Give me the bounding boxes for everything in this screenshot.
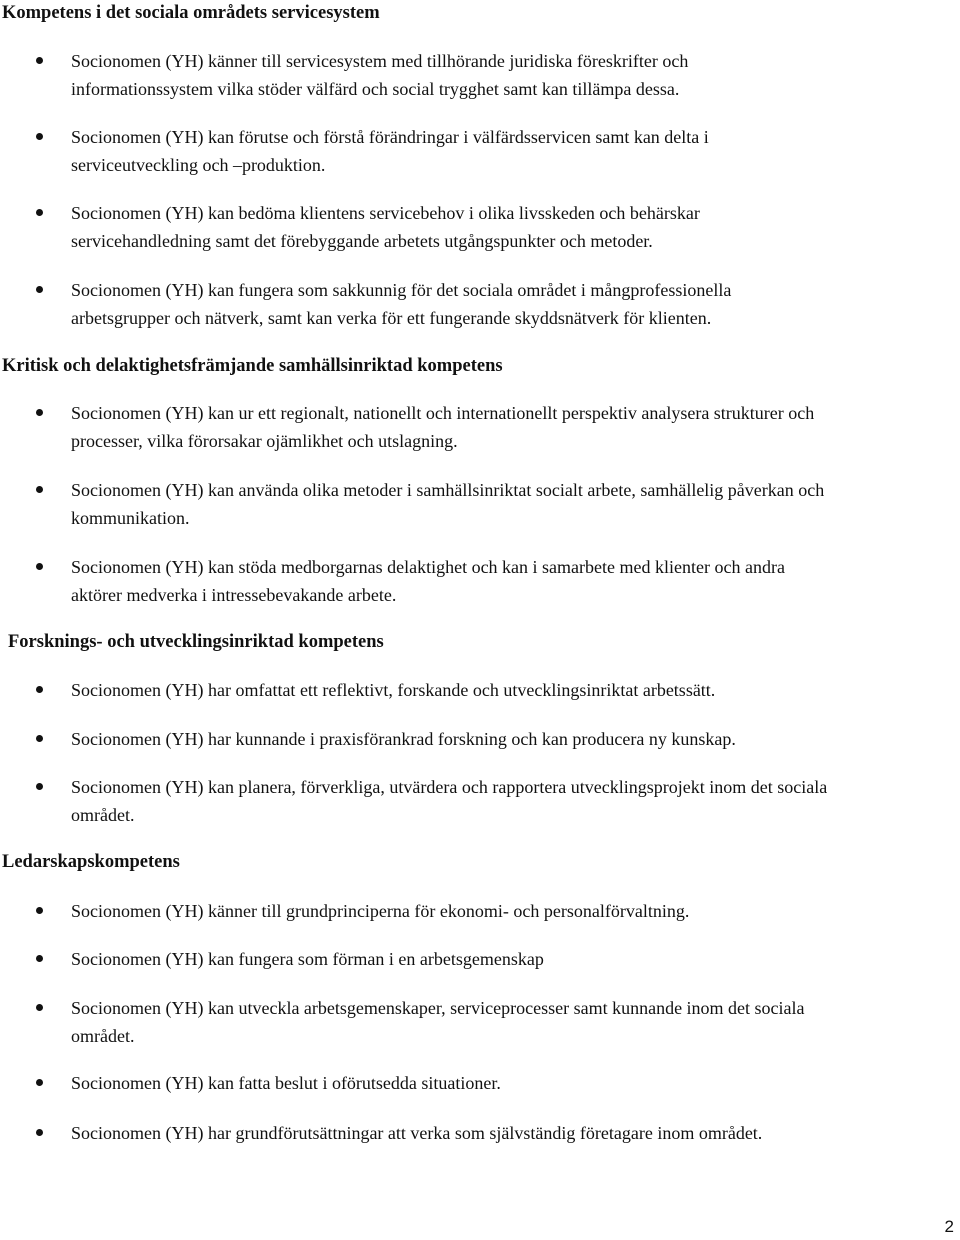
bullet-icon xyxy=(36,955,43,962)
list-item: Socionomen (YH) kan planera, förverkliga, utvärdera och rapportera utvecklingsprojekt inom det sociala området. xyxy=(71,777,828,825)
list-item: Socionomen (YH) har kunnande i praxisförankrad forskning och kan producera ny kunskap. xyxy=(71,729,736,749)
list-item: Socionomen (YH) kan stöda medborgarnas delaktighet och kan i samarbete med klienter och andra aktörer medverka i intressebevakande arbete. xyxy=(71,557,785,605)
bullet-icon xyxy=(36,57,43,64)
bullet-icon xyxy=(36,133,43,140)
bullet-icon xyxy=(36,563,43,570)
bullet-icon xyxy=(36,1129,43,1136)
list-item: Socionomen (YH) kan använda olika metoder i samhällsinriktat socialt arbete, samhällelig påverkan och kommunikation. xyxy=(71,480,825,528)
bullet-icon xyxy=(36,1079,43,1086)
page-number: 2 xyxy=(944,1217,954,1236)
bullet-icon xyxy=(36,409,43,416)
list-item: Socionomen (YH) har omfattat ett reflektivt, forskande och utvecklingsinriktat arbetssätt. xyxy=(71,680,716,700)
section-heading-ledarskap: Ledarskapskompetens xyxy=(2,852,180,872)
list-item: Socionomen (YH) känner till grundprinciperna för ekonomi- och personalförvaltning. xyxy=(71,901,690,921)
list-item: Socionomen (YH) kan förutse och förstå förändringar i välfärdsservicen samt kan delta i serviceutveckling och –produktion. xyxy=(71,127,709,175)
list-item: Socionomen (YH) kan fungera som sakkunnig för det sociala området i mångprofessionella arbetsgrupper och nätverk, samt kan verka för ett fungerande skyddsnätverk för klienten. xyxy=(71,280,732,328)
bullet-icon xyxy=(36,1004,43,1011)
bullet-icon xyxy=(36,783,43,790)
bullet-icon xyxy=(36,209,43,216)
section-heading-forskning: Forsknings- och utvecklingsinriktad kompetens xyxy=(8,632,384,652)
bullet-icon xyxy=(36,686,43,693)
list-item: Socionomen (YH) kan ur ett regionalt, nationellt och internationellt perspektiv analysera strukturer och processer, vilka förorsakar ojämlikhet och utslagning. xyxy=(71,403,815,451)
list-item: Socionomen (YH) kan bedöma klientens servicebehov i olika livsskeden och behärskar servicehandledning samt det förebyggande arbetets utgångspunkter och metoder. xyxy=(71,203,700,251)
bullet-icon xyxy=(36,907,43,914)
list-item: Socionomen (YH) kan fatta beslut i oförutsedda situationer. xyxy=(71,1073,501,1093)
list-item: Socionomen (YH) kan utveckla arbetsgemenskaper, serviceprocesser samt kunnande inom det sociala området. xyxy=(71,998,805,1046)
list-item: Socionomen (YH) har grundförutsättningar att verka som självständig företagare inom området. xyxy=(71,1123,763,1143)
section-heading-servicesystem: Kompetens i det sociala områdets servicesystem xyxy=(2,3,380,23)
list-item: Socionomen (YH) känner till servicesystem med tillhörande juridiska föreskrifter och informationssystem vilka stöder välfärd och social trygghet samt kan tillämpa dessa. xyxy=(71,51,689,99)
bullet-icon xyxy=(36,486,43,493)
bullet-icon xyxy=(36,735,43,742)
bullet-icon xyxy=(36,286,43,293)
section-heading-samhallsinriktad: Kritisk och delaktighetsfrämjande samhällsinriktad kompetens xyxy=(2,356,503,376)
list-item: Socionomen (YH) kan fungera som förman i en arbetsgemenskap xyxy=(71,949,544,969)
